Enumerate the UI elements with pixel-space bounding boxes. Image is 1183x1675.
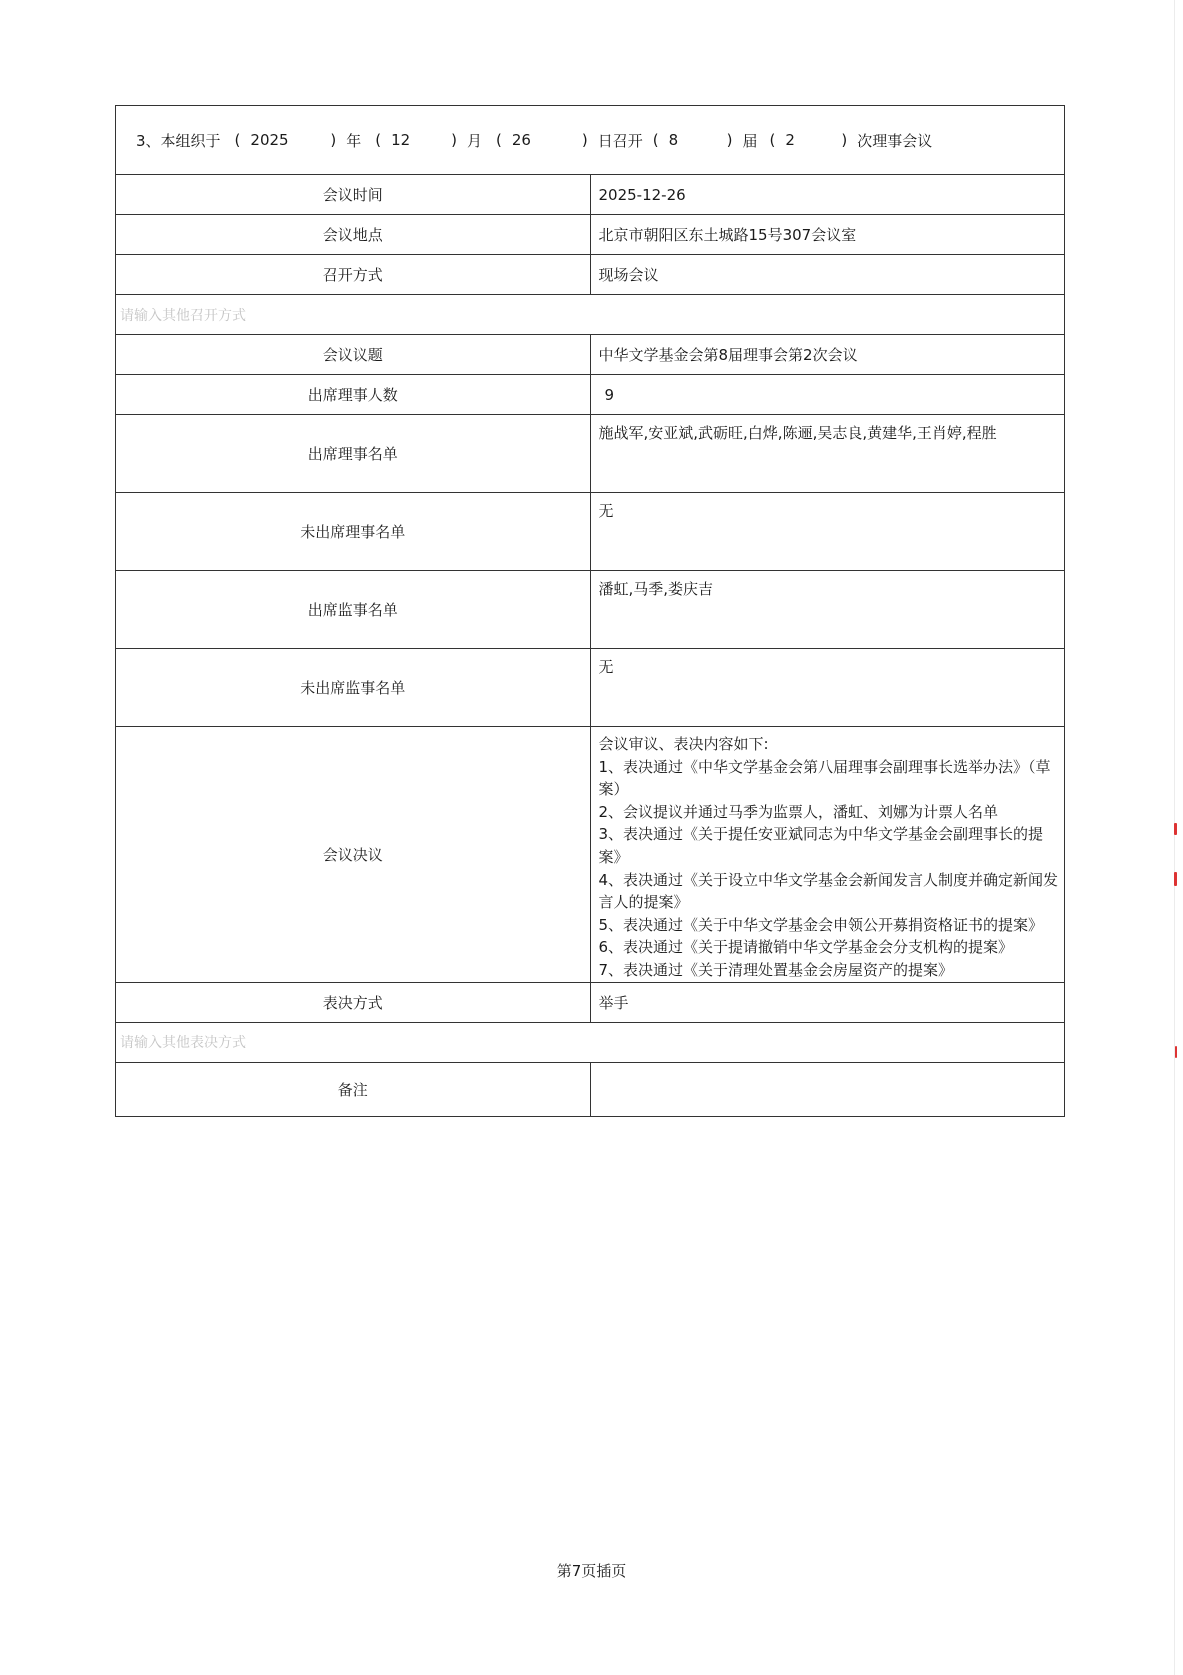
remarks-label: 备注 xyxy=(116,1062,591,1116)
resolution-item: 6、表决通过《关于提请撤销中华文学基金会分支机构的提案》 xyxy=(598,938,1014,957)
page-footer: 第7页插页 xyxy=(556,1562,627,1580)
remarks-row xyxy=(116,1062,1065,1116)
meeting-header-line: 3、本组织于 ( 2025 ) 年 ( 12 ) 月 ( 26 ) 日召开 ( 8 ) 届 ( 2 ) 次理事会议 xyxy=(136,131,933,150)
resolution-item: 5、表决通过《关于中华文学基金会申领公开募捐资格证书的提案》 xyxy=(598,915,1044,934)
attend-supervisors-value: 潘虹,马季,娄庆吉 xyxy=(590,571,1065,649)
meeting-no-value: 2 xyxy=(785,131,795,149)
method-other-placeholder: 请输入其他召开方式 xyxy=(116,295,1065,335)
month-value: 12 xyxy=(391,131,411,149)
absent-directors-value: 无 xyxy=(590,493,1065,571)
attend-supervisors-row xyxy=(116,571,1065,649)
time-row xyxy=(116,175,1065,215)
vote-method-row xyxy=(116,982,1065,1022)
day-value: 26 xyxy=(511,131,531,149)
year-value: 2025 xyxy=(250,131,289,149)
attend-directors-value: 施战军,安亚斌,武砺旺,白烨,陈逦,吴志良,黄建华,王肖婷,程胜 xyxy=(590,415,1065,493)
scan-edge-line xyxy=(1174,0,1175,1675)
absent-supervisors-value: 无 xyxy=(590,649,1065,727)
resolutions-list xyxy=(599,756,1065,982)
vote-other-placeholder: 请输入其他表决方式 xyxy=(116,1022,1065,1062)
time-label: 会议时间 xyxy=(116,175,591,215)
attend-supervisors-label: 出席监事名单 xyxy=(116,571,591,649)
resolution-item: 4、表决通过《关于设立中华文学基金会新闻发言人制度并确定新闻发言人的提案》 xyxy=(598,870,1059,912)
attend-count-label: 出席理事人数 xyxy=(116,375,591,415)
time-value: 2025-12-26 xyxy=(590,175,1065,215)
session-unit: 届 xyxy=(742,131,758,150)
resolution-item: 2、会议提议并通过马季为监票人，潘虹、刘娜为计票人名单 xyxy=(598,802,999,821)
header-prefix: 3、本组织于 xyxy=(136,131,221,150)
header-row xyxy=(116,106,1065,175)
absent-supervisors-row xyxy=(116,649,1065,727)
method-label: 召开方式 xyxy=(116,255,591,295)
topic-label: 会议议题 xyxy=(116,335,591,375)
vote-other-row xyxy=(116,1022,1065,1062)
meeting-header-cell xyxy=(116,106,1065,175)
resolutions-row xyxy=(116,727,1065,983)
resolution-item: 1、表决通过《中华文学基金会第八届理事会副理事长选举办法》（草案） xyxy=(598,757,1051,799)
method-value: 现场会议 xyxy=(590,255,1065,295)
place-row xyxy=(116,215,1065,255)
resolutions-content xyxy=(590,727,1065,983)
resolutions-label: 会议决议 xyxy=(116,727,591,983)
resolution-item: 3、表决通过《关于提任安亚斌同志为中华文学基金会副理事长的提案》 xyxy=(598,825,1044,866)
attend-directors-row xyxy=(116,415,1065,493)
attend-count-value: 9 xyxy=(590,375,1065,415)
scan-edge-mark xyxy=(1174,872,1177,886)
meeting-unit: 次理事会议 xyxy=(857,131,933,150)
place-value: 北京市朝阳区东土城路15号307会议室 xyxy=(590,215,1065,255)
absent-directors-row xyxy=(116,493,1065,571)
absent-directors-label: 未出席理事名单 xyxy=(116,493,591,571)
vote-method-value: 举手 xyxy=(590,982,1065,1022)
remarks-value xyxy=(590,1062,1065,1116)
resolution-item: 7、表决通过《关于清理处置基金会房屋资产的提案》 xyxy=(598,960,954,979)
year-unit: 年 xyxy=(346,131,362,150)
topic-value: 中华文学基金会第8届理事会第2次会议 xyxy=(590,335,1065,375)
scan-edge-mark xyxy=(1174,823,1177,835)
vote-method-label: 表决方式 xyxy=(116,982,591,1022)
scan-edge-mark xyxy=(1175,1046,1177,1058)
session-value: 8 xyxy=(668,131,679,149)
topic-row xyxy=(116,335,1065,375)
day-unit: 日召开 xyxy=(597,131,643,150)
month-unit: 月 xyxy=(467,131,483,150)
place-label: 会议地点 xyxy=(116,215,591,255)
absent-supervisors-label: 未出席监事名单 xyxy=(116,649,591,727)
method-row xyxy=(116,255,1065,295)
meeting-record-table xyxy=(115,105,1065,1117)
attend-count-row xyxy=(116,375,1065,415)
method-other-row xyxy=(116,295,1065,335)
attend-directors-label: 出席理事名单 xyxy=(116,415,591,493)
resolutions-intro: 会议审议、表决内容如下: xyxy=(598,735,769,753)
